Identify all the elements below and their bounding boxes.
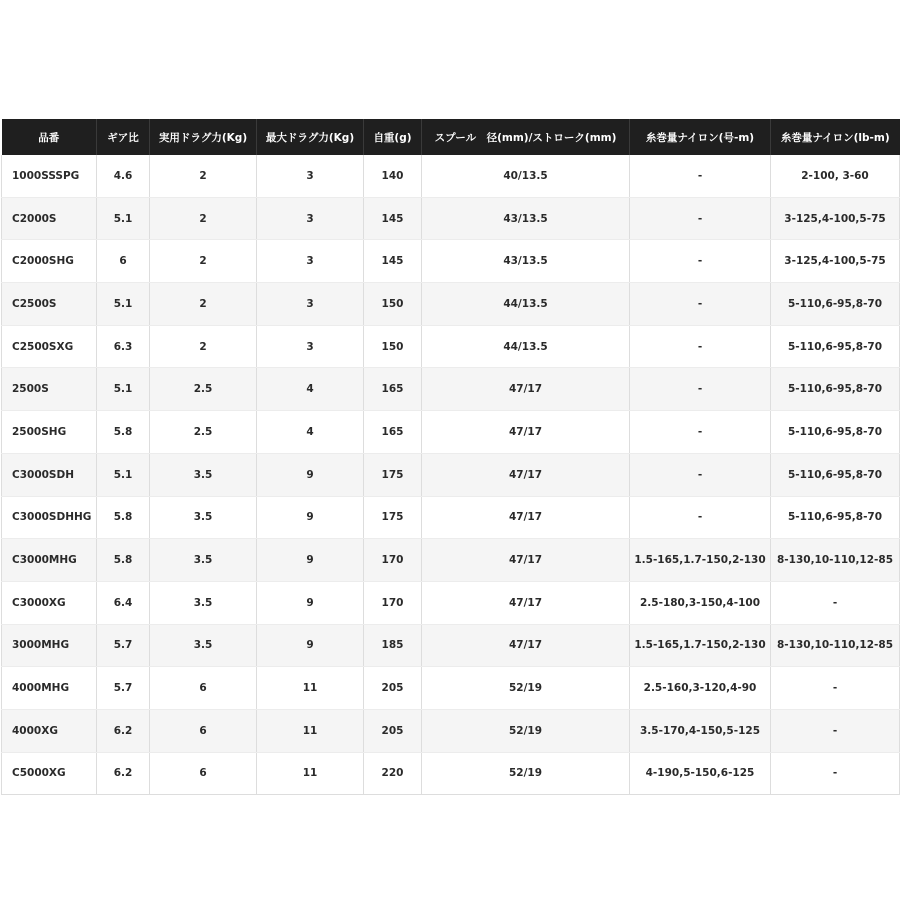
cell-nylon-capacity-lb: 8-130,10-110,12-85 (771, 539, 900, 582)
cell-practical-drag: 6 (150, 667, 257, 710)
cell-model-number: 4000MHG (2, 667, 97, 710)
cell-nylon-capacity-go: 2.5-180,3-150,4-100 (630, 581, 771, 624)
table-header (2, 119, 900, 155)
cell-weight: 145 (364, 240, 422, 283)
cell-weight: 170 (364, 539, 422, 582)
cell-model-number: 4000XG (2, 709, 97, 752)
cell-gear-ratio: 4.6 (97, 155, 150, 197)
cell-nylon-capacity-go: - (630, 325, 771, 368)
cell-nylon-capacity-go: - (630, 155, 771, 197)
cell-max-drag: 9 (257, 539, 364, 582)
cell-practical-drag: 3.5 (150, 539, 257, 582)
column-header-nylon-capacity-lb: 糸巻量ナイロン(lb-m) (771, 119, 900, 155)
cell-model-number: C3000XG (2, 581, 97, 624)
cell-spool-size-stroke: 47/17 (422, 453, 630, 496)
cell-nylon-capacity-lb: - (771, 581, 900, 624)
cell-nylon-capacity-lb: - (771, 709, 900, 752)
cell-model-number: C2500S (2, 283, 97, 326)
cell-weight: 220 (364, 752, 422, 795)
cell-practical-drag: 2 (150, 283, 257, 326)
cell-gear-ratio: 5.1 (97, 368, 150, 411)
cell-nylon-capacity-go: - (630, 411, 771, 454)
cell-weight: 175 (364, 496, 422, 539)
cell-weight: 150 (364, 325, 422, 368)
cell-nylon-capacity-lb: 5-110,6-95,8-70 (771, 453, 900, 496)
cell-weight: 185 (364, 624, 422, 667)
cell-nylon-capacity-go: - (630, 453, 771, 496)
cell-spool-size-stroke: 47/17 (422, 539, 630, 582)
cell-nylon-capacity-go: 1.5-165,1.7-150,2-130 (630, 624, 771, 667)
table-row (2, 411, 900, 454)
cell-max-drag: 3 (257, 197, 364, 240)
cell-nylon-capacity-go: - (630, 283, 771, 326)
cell-nylon-capacity-lb: 3-125,4-100,5-75 (771, 240, 900, 283)
cell-practical-drag: 2 (150, 155, 257, 197)
table-row (2, 453, 900, 496)
cell-gear-ratio: 5.1 (97, 453, 150, 496)
cell-nylon-capacity-lb: 3-125,4-100,5-75 (771, 197, 900, 240)
cell-weight: 150 (364, 283, 422, 326)
spec-table (1, 119, 900, 795)
column-header-gear-ratio: ギア比 (97, 119, 150, 155)
cell-nylon-capacity-lb: 8-130,10-110,12-85 (771, 624, 900, 667)
cell-max-drag: 4 (257, 368, 364, 411)
table-body (2, 155, 900, 795)
cell-spool-size-stroke: 52/19 (422, 667, 630, 710)
cell-spool-size-stroke: 44/13.5 (422, 325, 630, 368)
column-header-max-drag: 最大ドラグ力(Kg) (257, 119, 364, 155)
table-row (2, 539, 900, 582)
cell-max-drag: 11 (257, 752, 364, 795)
cell-max-drag: 3 (257, 155, 364, 197)
cell-spool-size-stroke: 43/13.5 (422, 197, 630, 240)
cell-weight: 145 (364, 197, 422, 240)
cell-nylon-capacity-lb: - (771, 667, 900, 710)
table-row (2, 197, 900, 240)
cell-practical-drag: 2 (150, 197, 257, 240)
cell-spool-size-stroke: 52/19 (422, 752, 630, 795)
cell-spool-size-stroke: 47/17 (422, 581, 630, 624)
header-row (2, 119, 900, 155)
cell-nylon-capacity-lb: 5-110,6-95,8-70 (771, 368, 900, 411)
cell-nylon-capacity-lb: - (771, 752, 900, 795)
cell-spool-size-stroke: 44/13.5 (422, 283, 630, 326)
cell-practical-drag: 3.5 (150, 581, 257, 624)
cell-model-number: 2500S (2, 368, 97, 411)
cell-model-number: 2500SHG (2, 411, 97, 454)
cell-gear-ratio: 5.7 (97, 624, 150, 667)
cell-nylon-capacity-go: 1.5-165,1.7-150,2-130 (630, 539, 771, 582)
cell-model-number: C3000SDH (2, 453, 97, 496)
table-row (2, 624, 900, 667)
cell-nylon-capacity-go: - (630, 240, 771, 283)
cell-max-drag: 9 (257, 496, 364, 539)
table-row (2, 368, 900, 411)
cell-gear-ratio: 5.7 (97, 667, 150, 710)
table-row (2, 581, 900, 624)
cell-gear-ratio: 6 (97, 240, 150, 283)
cell-max-drag: 3 (257, 240, 364, 283)
cell-practical-drag: 3.5 (150, 624, 257, 667)
table-row (2, 325, 900, 368)
cell-nylon-capacity-go: - (630, 496, 771, 539)
table-row (2, 240, 900, 283)
cell-practical-drag: 2.5 (150, 411, 257, 454)
cell-model-number: C2000S (2, 197, 97, 240)
column-header-practical-drag: 実用ドラグ力(Kg) (150, 119, 257, 155)
cell-gear-ratio: 5.8 (97, 411, 150, 454)
cell-nylon-capacity-go: - (630, 197, 771, 240)
cell-max-drag: 9 (257, 453, 364, 496)
cell-nylon-capacity-lb: 2-100, 3-60 (771, 155, 900, 197)
cell-spool-size-stroke: 47/17 (422, 624, 630, 667)
cell-gear-ratio: 5.1 (97, 197, 150, 240)
column-header-nylon-capacity-go: 糸巻量ナイロン(号-m) (630, 119, 771, 155)
cell-model-number: 3000MHG (2, 624, 97, 667)
cell-nylon-capacity-go: 3.5-170,4-150,5-125 (630, 709, 771, 752)
cell-spool-size-stroke: 43/13.5 (422, 240, 630, 283)
cell-weight: 170 (364, 581, 422, 624)
cell-spool-size-stroke: 52/19 (422, 709, 630, 752)
cell-weight: 175 (364, 453, 422, 496)
cell-spool-size-stroke: 47/17 (422, 496, 630, 539)
cell-gear-ratio: 5.1 (97, 283, 150, 326)
cell-nylon-capacity-lb: 5-110,6-95,8-70 (771, 283, 900, 326)
cell-spool-size-stroke: 40/13.5 (422, 155, 630, 197)
cell-gear-ratio: 6.2 (97, 709, 150, 752)
cell-max-drag: 3 (257, 325, 364, 368)
cell-max-drag: 11 (257, 709, 364, 752)
cell-practical-drag: 6 (150, 752, 257, 795)
cell-gear-ratio: 6.3 (97, 325, 150, 368)
cell-spool-size-stroke: 47/17 (422, 411, 630, 454)
cell-max-drag: 4 (257, 411, 364, 454)
column-header-model-number: 品番 (2, 119, 97, 155)
cell-nylon-capacity-go: 2.5-160,3-120,4-90 (630, 667, 771, 710)
cell-nylon-capacity-lb: 5-110,6-95,8-70 (771, 325, 900, 368)
column-header-weight: 自重(g) (364, 119, 422, 155)
cell-nylon-capacity-lb: 5-110,6-95,8-70 (771, 496, 900, 539)
cell-model-number: C2000SHG (2, 240, 97, 283)
cell-max-drag: 9 (257, 624, 364, 667)
cell-practical-drag: 6 (150, 709, 257, 752)
cell-model-number: C5000XG (2, 752, 97, 795)
cell-weight: 205 (364, 667, 422, 710)
cell-model-number: C2500SXG (2, 325, 97, 368)
cell-practical-drag: 3.5 (150, 496, 257, 539)
table-row (2, 752, 900, 795)
cell-weight: 140 (364, 155, 422, 197)
column-header-spool-size-stroke: スプール 径(mm)/ストローク(mm) (422, 119, 630, 155)
cell-gear-ratio: 6.4 (97, 581, 150, 624)
cell-gear-ratio: 5.8 (97, 496, 150, 539)
cell-weight: 205 (364, 709, 422, 752)
cell-model-number: 1000SSSPG (2, 155, 97, 197)
table-row (2, 667, 900, 710)
cell-weight: 165 (364, 411, 422, 454)
cell-practical-drag: 2 (150, 240, 257, 283)
cell-spool-size-stroke: 47/17 (422, 368, 630, 411)
cell-nylon-capacity-lb: 5-110,6-95,8-70 (771, 411, 900, 454)
cell-model-number: C3000MHG (2, 539, 97, 582)
cell-model-number: C3000SDHHG (2, 496, 97, 539)
cell-gear-ratio: 5.8 (97, 539, 150, 582)
cell-practical-drag: 3.5 (150, 453, 257, 496)
cell-nylon-capacity-go: 4-190,5-150,6-125 (630, 752, 771, 795)
cell-max-drag: 9 (257, 581, 364, 624)
cell-weight: 165 (364, 368, 422, 411)
cell-practical-drag: 2.5 (150, 368, 257, 411)
table-row (2, 155, 900, 197)
cell-nylon-capacity-go: - (630, 368, 771, 411)
cell-practical-drag: 2 (150, 325, 257, 368)
table-row (2, 709, 900, 752)
cell-max-drag: 3 (257, 283, 364, 326)
table-row (2, 283, 900, 326)
table-row (2, 496, 900, 539)
cell-max-drag: 11 (257, 667, 364, 710)
cell-gear-ratio: 6.2 (97, 752, 150, 795)
